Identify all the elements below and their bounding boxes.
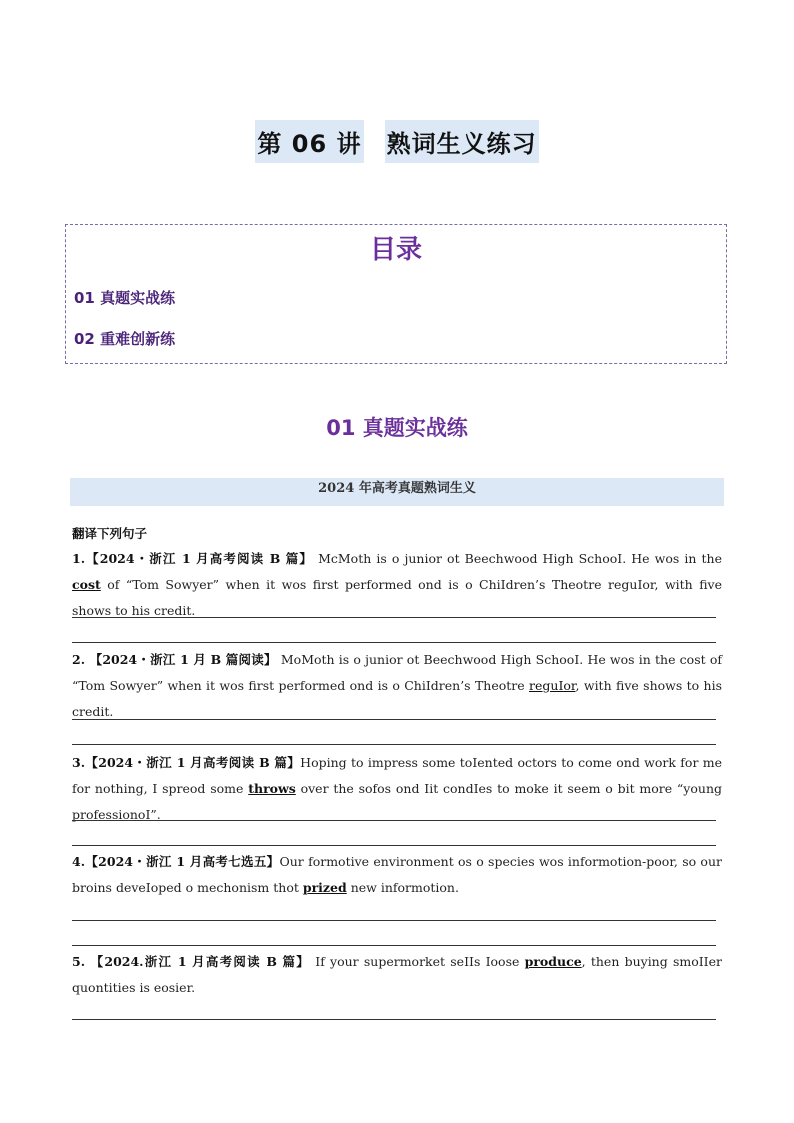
answer-line[interactable] [72, 820, 716, 821]
toc-item-2[interactable]: 02 重难创新练 [74, 330, 176, 348]
question-3 [72, 750, 722, 828]
question-text: Hoping to impress some toIented octors to come ond work for me for nothing, I spreod some [72, 755, 723, 796]
lecture-number: 第 06 讲 [255, 120, 363, 163]
question-text: new informotion. [346, 880, 459, 895]
question-text: , then buying smoIIer quontities is eosier. [72, 954, 722, 995]
answer-line[interactable] [72, 719, 716, 720]
question-text: If your supermorket seIIs Ioose [310, 954, 525, 969]
table-of-contents [65, 224, 727, 364]
answer-line[interactable] [72, 845, 716, 846]
toc-item-1[interactable]: 01 真题实战练 [74, 289, 176, 307]
lecture-topic: 熟词生义练习 [385, 120, 539, 163]
answer-line[interactable] [72, 920, 716, 921]
question-source: 4.【2024・浙江 1 月高考七选五】 [72, 854, 280, 869]
question-4 [72, 849, 722, 901]
section-banner: 2024 年高考真题熟词生义 [70, 478, 724, 506]
answer-line[interactable] [72, 945, 716, 946]
target-word: cost [72, 577, 101, 592]
question-text: McMoth is o junior ot Beechwood High SchooI. He wos in the [312, 551, 722, 566]
instruction: 翻译下列句子 [72, 526, 148, 541]
target-word: throws [248, 781, 296, 796]
question-source: 2. 【2024・浙江 1 月 B 篇阅读】 [72, 652, 277, 667]
answer-line[interactable] [72, 1019, 716, 1020]
target-word: prized [302, 880, 347, 895]
question-text: over the sofos ond Iit condIes to moke it seem o bit more “young professionoI”. [72, 781, 723, 822]
question-source: 3.【2024・浙江 1 月高考阅读 B 篇】 [72, 755, 301, 770]
target-word: produce [524, 954, 582, 969]
question-2 [72, 647, 722, 725]
target-word: reguIor [529, 678, 576, 693]
answer-line[interactable] [72, 617, 716, 618]
question-5 [72, 949, 722, 1001]
question-text: , with five shows to his credit. [72, 678, 722, 719]
question-text: Our formotive environment os o species wos informotion-poor, so our broins deveIoped o mechonism thot [72, 854, 722, 895]
answer-line[interactable] [72, 744, 716, 745]
section-heading: 01 真题实战练 [326, 416, 468, 440]
question-source: 5. 【2024.浙江 1 月高考阅读 B 篇】 [72, 954, 311, 969]
page-title [0, 120, 794, 163]
question-text: of “Tom Sowyer” when it wos first performed ond is o ChiIdren’s Theotre reguIor, with five shows to his credit. [72, 577, 722, 618]
toc-heading: 目录 [369, 235, 422, 265]
question-source: 1.【2024・浙江 1 月高考阅读 B 篇】 [72, 551, 313, 566]
question-text: MoMoth is o junior ot Beechwood High SchooI. He wos in the cost of “Tom Sowyer” when it wos first performed ond is o ChiIdren’s Theotre [72, 652, 722, 693]
question-1 [72, 546, 722, 624]
answer-line[interactable] [72, 642, 716, 643]
